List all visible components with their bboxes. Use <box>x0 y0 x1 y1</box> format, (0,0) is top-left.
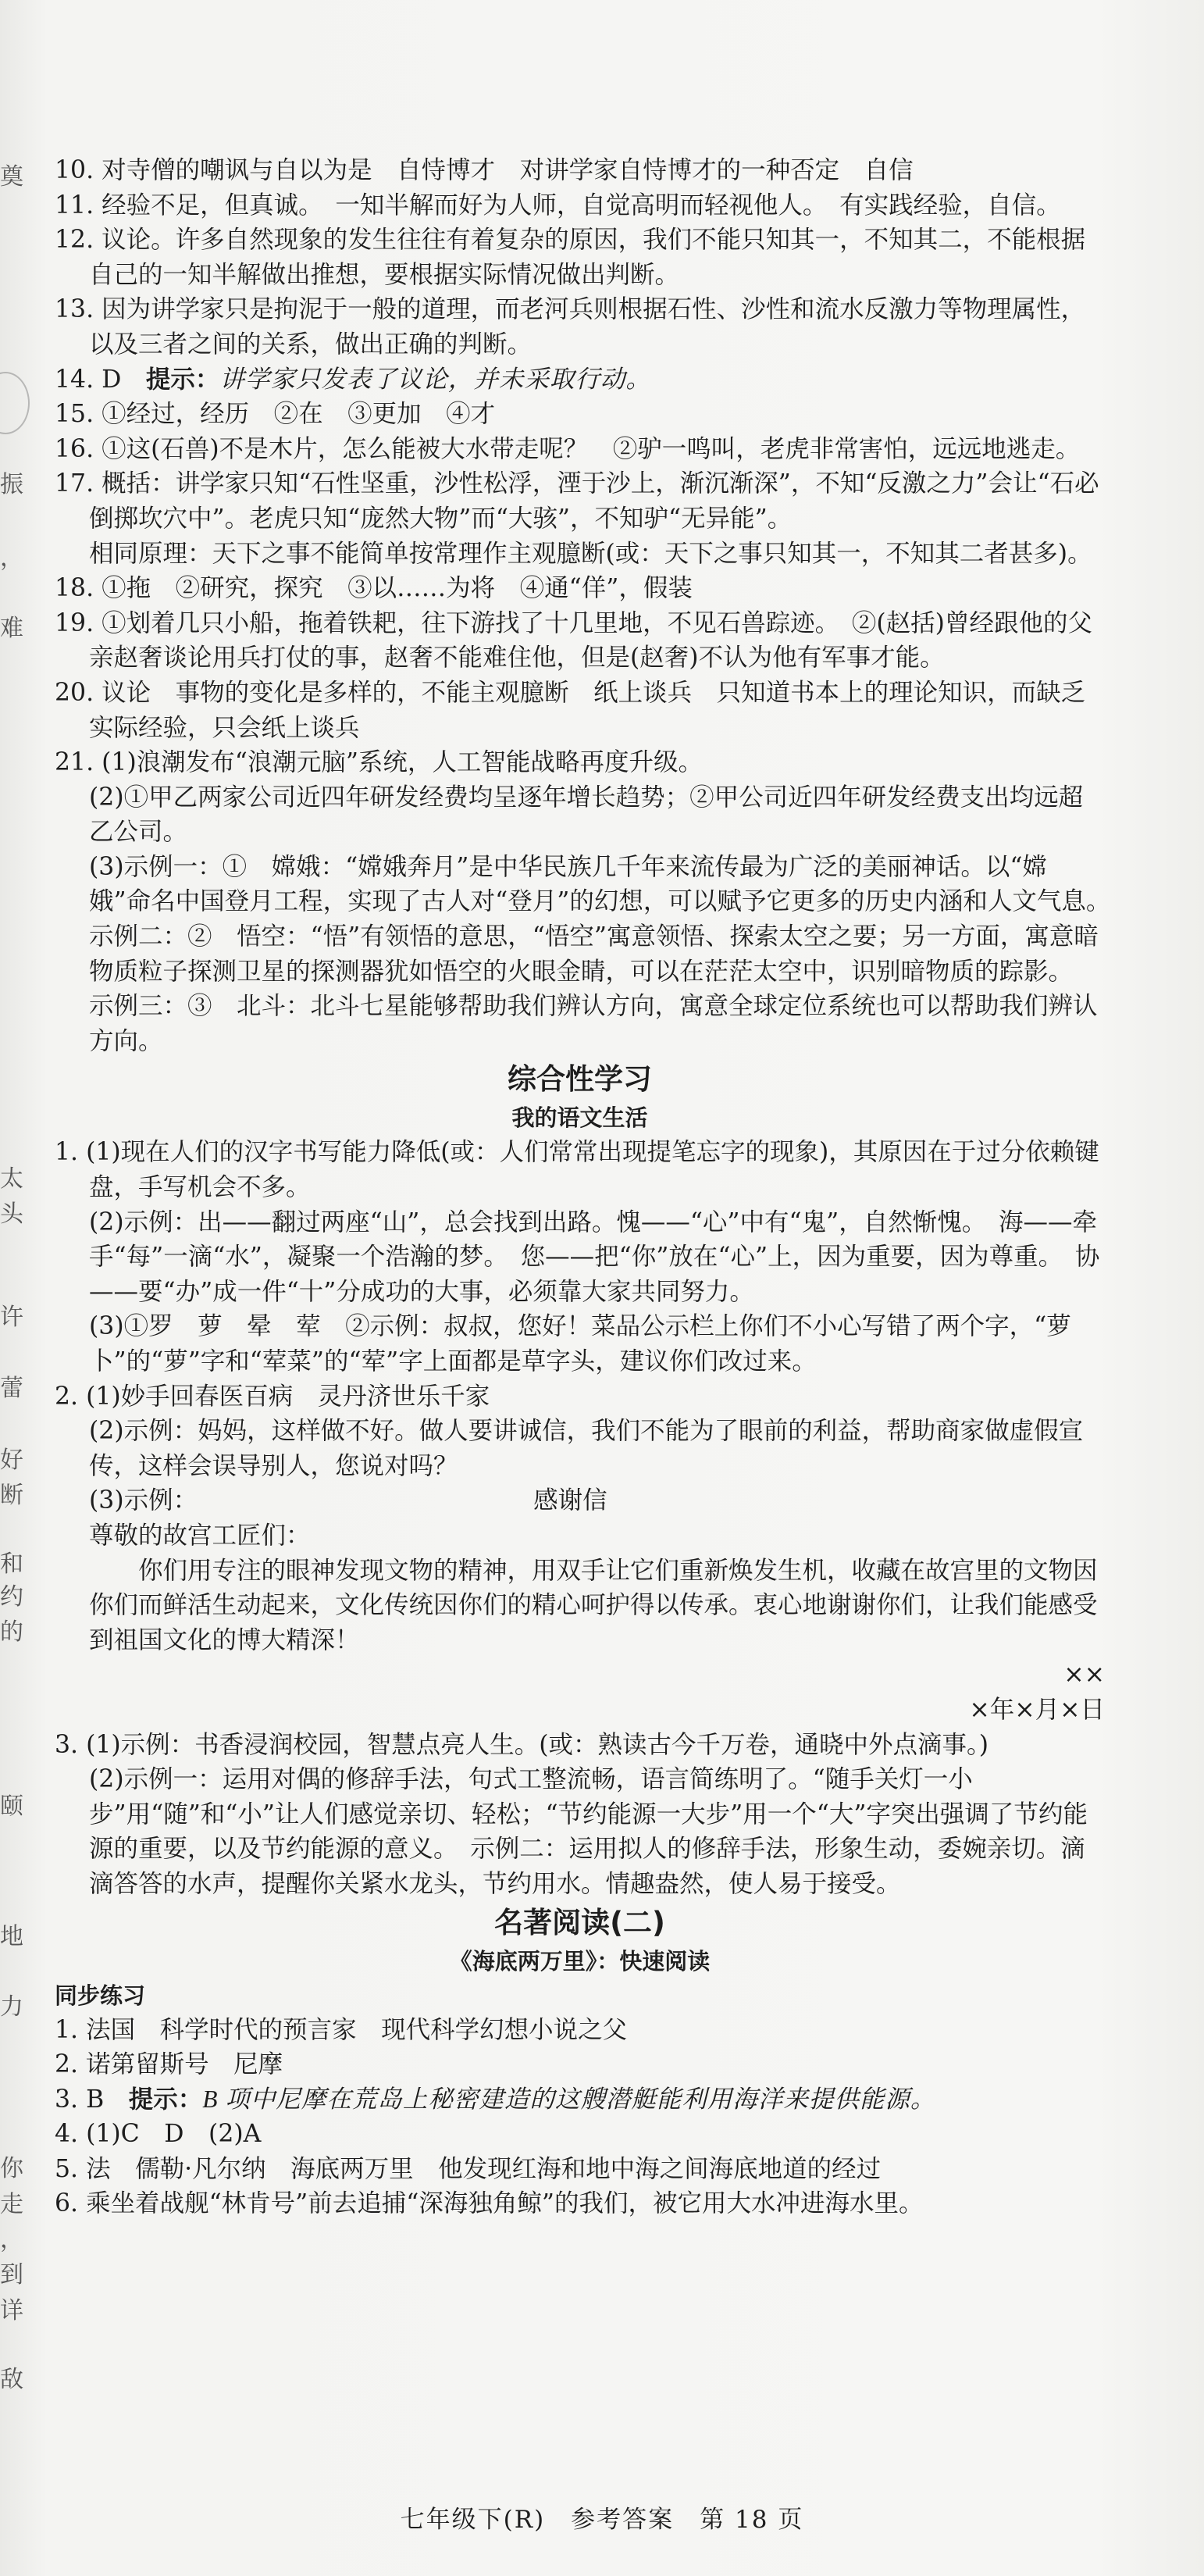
s1-question-2: 2. (1)妙手回春医百病 灵丹济世乐千家 <box>55 1382 490 1411</box>
margin-glyph: ， <box>0 544 23 572</box>
answer-16: 16. ①这(石兽)不是木片，怎么能被大水带走呢？ ②驴一鸣叫，老虎非常害怕，远远地逃走。 <box>55 434 1081 463</box>
letter-title: 感谢信 <box>533 1486 607 1515</box>
margin-glyph: 许 <box>0 1304 23 1331</box>
answer-17: 17. 概括：讲学家只知“石性坚重，沙性松浮，湮于沙上，渐沉渐深”，不知“反激之力”会让“石必倒掷坎穴中”。老虎只知“庞然大物”而“大骇”，不知驴“无异能”。 <box>55 469 1099 533</box>
answer-content <box>55 153 1124 2221</box>
section-title: 综合性学习 <box>508 1062 652 1097</box>
margin-glyph: 地 <box>0 1923 23 1950</box>
s1-question-1-part2: (2)示例：出——翻过两座“山”，总会找到出路。愧——“心”中有“鬼”，自然惭愧。 海——牵手“每”一滴“水”，凝聚一个浩瀚的梦。 您——把“你”放在“心”上，因为重要，因为尊重。 协——要“办”成一件“十”分成功的大事，必须靠大家共同努力。 <box>89 1208 1100 1306</box>
sync-practice-heading: 同步练习 <box>55 1982 146 2009</box>
sync-answer-3-num: 3. B <box>55 2085 129 2114</box>
answer-20: 20. 议论 事物的变化是多样的，不能主观臆断 纸上谈兵 只知道书本上的理论知识，而缺乏实际经验，只会纸上谈兵 <box>55 678 1086 742</box>
stamp-seal-icon <box>0 372 30 434</box>
answer-17-extra: 相同原理：天下之事不能简单按常理作主观臆断(或：天下之事只知其一，不知其二者甚多)。 <box>89 539 1092 568</box>
sync-answer-4: 4. (1)C D (2)A <box>55 2120 262 2149</box>
margin-glyph: 约 <box>0 1583 23 1611</box>
answer-21-part3: (3)示例一：① 嫦娥：“嫦娥奔月”是中华民族几千年来流传最为广泛的美丽神话。以“嫦娥”命名中国登月工程，实现了古人对“登月”的幻想，可以赋予它更多的历史内涵和人文气息。 示例二：② 悟空：“悟”有领悟的意思，“悟空”寓意领悟、探索太空之要；另一方面，寓意暗物质粒子探测卫星的探测器犹如悟空的火眼金睛，可以在茫茫太空中，识别暗物质的踪影。 示例三：③ 北斗：北斗七星能够帮助我们辨认方向，寓意全球定位系统也可以帮助我们辨认方向。 <box>89 852 1124 1055</box>
hint-text: B 项中尼摩在荒岛上秘密建造的这艘潜艇能利用海洋来提供能源。 <box>202 2085 936 2113</box>
answer-10: 10. 对寺僧的嘲讽与自以为是 自恃博才 对讲学家自恃博才的一种否定 自信 <box>55 156 914 184</box>
margin-glyph: 振 <box>0 471 23 498</box>
section-subtitle: 我的语文生活 <box>511 1104 648 1132</box>
s1-question-3: 3. (1)示例：书香浸润校园，智慧点亮人生。(或：熟读古今千万卷，通晓中外点滴事。) <box>55 1730 989 1759</box>
answer-12: 12. 议论。许多自然现象的发生往往有着复杂的原因，我们不能只知其一，不知其二，不能根据自己的一知半解做出推想，要根据实际情况做出判断。 <box>55 226 1086 289</box>
letter-signature: ×× <box>1063 1661 1105 1689</box>
letter-body: 你们用专注的眼神发现文物的精神，用双手让它们重新焕发生机，收藏在故宫里的文物因你们而鲜活生动起来，文化传统因你们的精心呵护得以传承。衷心地谢谢你们，让我们能感受到祖国文化的博大精深！ <box>89 1556 1098 1654</box>
margin-glyph: ， <box>0 2226 23 2253</box>
s1-question-2-part3 <box>55 1483 1105 1518</box>
margin-glyph: 详 <box>0 2297 23 2324</box>
hint-label: 提示： <box>145 365 220 394</box>
margin-glyph: 断 <box>0 1482 23 1509</box>
margin-glyph: 和 <box>0 1550 23 1578</box>
page-footer: 七年级下(R) 参考答案 第 18 页 <box>400 2506 804 2534</box>
margin-glyph: 好 <box>0 1447 23 1474</box>
left-margin-bleed <box>0 0 28 2576</box>
s1-question-3-part2: (2)示例一：运用对偶的修辞手法，句式工整流畅，语言简练明了。“随手关灯一小步”用“随”和“小”让人们感觉亲切、轻松；“节约能源一大步”用一个“大”字突出强调了节约能源的重要，以及节约能源的意义。 示例二：运用拟人的修辞手法，形象生动，委婉亲切。滴滴答答的水声，提醒你关紧水龙头，节约用水。情趣盎然，使人易于接受。 <box>89 1765 1088 1898</box>
part3-label: (3)示例： <box>89 1486 198 1515</box>
margin-glyph: 太 <box>0 1165 23 1193</box>
answer-21-part2: (2)①甲乙两家公司近四年研发经费均呈逐年增长趋势；②甲公司近四年研发经费支出均远超乙公司。 <box>89 783 1084 847</box>
margin-glyph: 敌 <box>0 2366 23 2393</box>
sync-answer-6: 6. 乘坐着战舰“林肯号”前去追捕“深海独角鲸”的我们，被它用大水冲进海水里。 <box>55 2189 924 2218</box>
margin-glyph: 难 <box>0 615 23 642</box>
answer-14-num: 14. D <box>55 365 146 394</box>
sync-answer-5: 5. 法 儒勒·凡尔纳 海底两万里 他发现红海和地中海之间海底地道的经过 <box>55 2154 882 2183</box>
letter-greeting: 尊敬的故宫工匠们： <box>89 1521 311 1550</box>
s1-question-1-part3: (3)①罗 萝 晕 荤 ②示例：叔叔，您好！菜品公示栏上你们不小心写错了两个字，“萝卜”的“萝”字和“荤菜”的“荤”字上面都是草字头，建议你们改过来。 <box>89 1312 1071 1375</box>
margin-glyph: 走 <box>0 2191 23 2218</box>
sync-answer-3 <box>55 2082 1105 2118</box>
margin-glyph: 奠 <box>0 163 23 191</box>
margin-glyph: 头 <box>0 1201 23 1228</box>
answer-15: 15. ①经过，经历 ②在 ③更加 ④才 <box>55 400 496 429</box>
sync-answer-1: 1. 法国 科学时代的预言家 现代科学幻想小说之父 <box>55 2015 628 2044</box>
answer-14 <box>55 362 1105 398</box>
answer-19: 19. ①划着几只小船，拖着铁耙，往下游找了十几里地，不见石兽踪迹。 ②(赵括)曾经跟他的父亲赵奢谈论用兵打仗的事，赵奢不能难住他，但是(赵奢)不认为他有军事才能。 <box>55 608 1092 673</box>
answer-21: 21. (1)浪潮发布“浪潮元脑”系统，人工智能战略再度升级。 <box>55 748 703 777</box>
margin-glyph: 到 <box>0 2261 23 2289</box>
section-subtitle: 《海底两万里》：快速阅读 <box>449 1947 711 1975</box>
s1-question-1: 1. (1)现在人们的汉字书写能力降低(或：人们常常出现提笔忘字的现象)，其原因在于过分依赖键盘，手写机会不多。 <box>55 1138 1099 1202</box>
margin-glyph: 蕾 <box>0 1375 23 1402</box>
s1-question-2-part2: (2)示例：妈妈，这样做不好。做人要讲诚信，我们不能为了眼前的利益，帮助商家做虚假宣传，这样会误导别人，您说对吗？ <box>89 1417 1084 1480</box>
margin-glyph: 你 <box>0 2155 23 2182</box>
hint-text: 讲学家只发表了议论，并未采取行动。 <box>219 365 651 393</box>
margin-glyph: 的 <box>0 1618 23 1646</box>
answer-18: 18. ①拖 ②研究，探究 ③以……为将 ④通“佯”，假装 <box>55 574 693 603</box>
hint-label: 提示： <box>128 2085 203 2114</box>
margin-glyph: 颐 <box>0 1793 23 1820</box>
margin-glyph: 力 <box>0 1993 23 2021</box>
sync-answer-2: 2. 诺第留斯号 尼摩 <box>55 2050 283 2079</box>
answer-13: 13. 因为讲学家只是拘泥于一般的道理，而老河兵则根据石性、沙性和流水反激力等物理属性，以及三者之间的关系，做出正确的判断。 <box>55 295 1086 359</box>
letter-date: ×年×月×日 <box>969 1695 1105 1724</box>
section-title: 名著阅读(二) <box>494 1905 665 1939</box>
answer-11: 11. 经验不足，但真诚。 一知半解而好为人师，自觉高明而轻视他人。 有实践经验，自信。 <box>55 191 1061 219</box>
